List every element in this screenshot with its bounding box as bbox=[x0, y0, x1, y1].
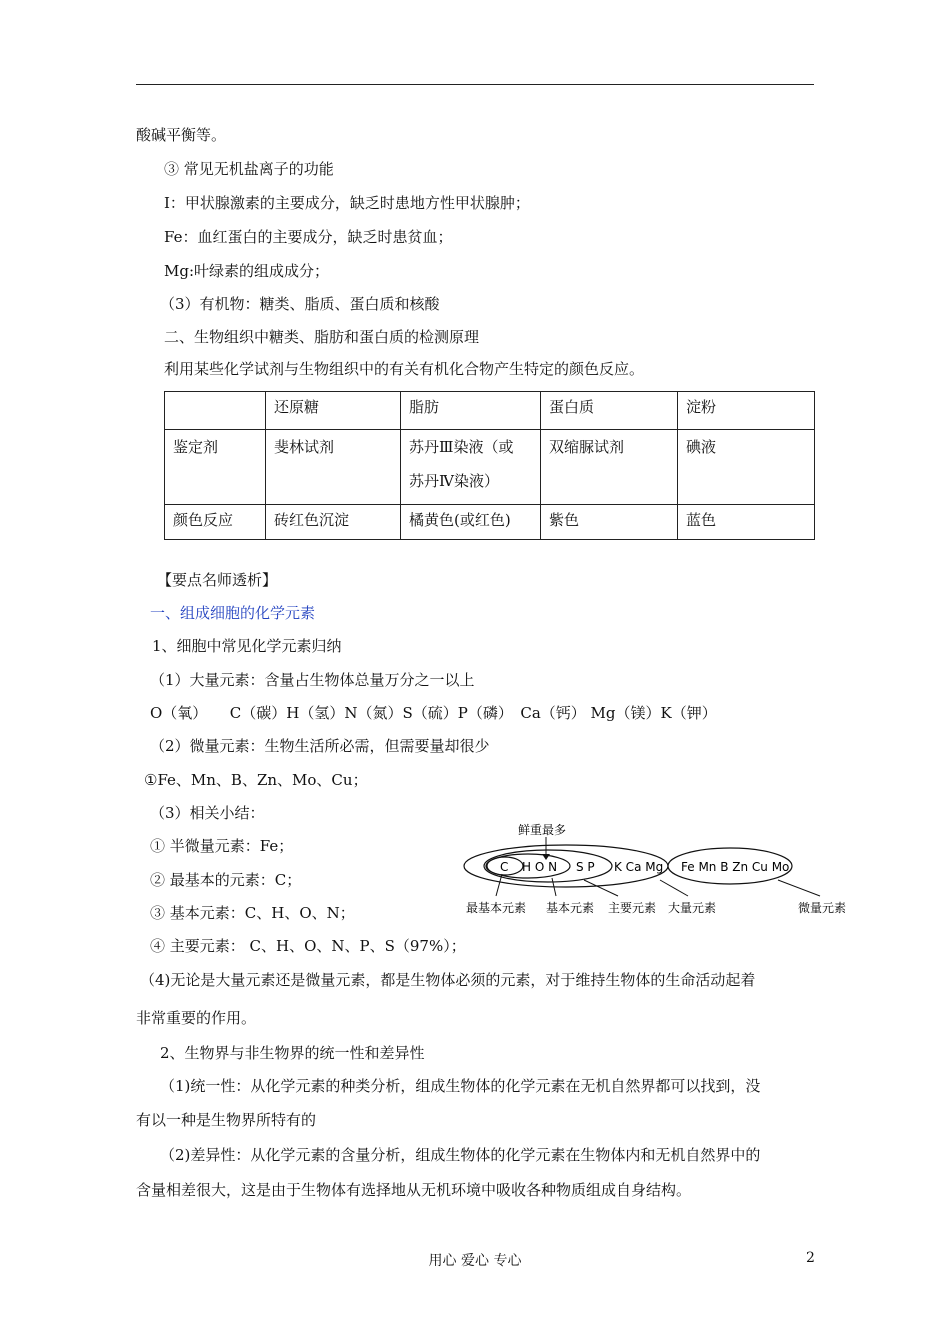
table-cell: 双缩脲试剂 bbox=[541, 430, 678, 505]
table-cell: 橘黄色(或红色) bbox=[401, 505, 541, 540]
footer-motto: 用心 爱心 专心 bbox=[428, 1253, 522, 1269]
text-line: I：甲状腺激素的主要成分，缺乏时患地方性甲状腺肿； bbox=[164, 194, 530, 212]
text-line: （2)差异性：从化学元素的含量分析，组成生物体的化学元素在生物体内和无机自然界中的 bbox=[160, 1146, 761, 1164]
detection-table bbox=[164, 391, 815, 540]
table-cell bbox=[401, 430, 541, 505]
text-line: 含量相差很大，这是由于生物体有选择地从无机环境中吸收各种物质组成自身结构。 bbox=[136, 1181, 692, 1199]
section-heading: 【要点名师透析】 bbox=[157, 571, 278, 589]
text-line: （3）有机物：糖类、脂质、蛋白质和核酸 bbox=[160, 295, 440, 313]
text-line: （1）大量元素：含量占生物体总量万分之一以上 bbox=[150, 671, 475, 689]
text-line: 非常重要的作用。 bbox=[136, 1009, 257, 1027]
diagram-leader bbox=[778, 880, 820, 896]
diagram-leader bbox=[660, 880, 688, 896]
diagram-label-trace: 微量元素 bbox=[798, 901, 847, 915]
diagram-label-basic: 基本元素 bbox=[546, 901, 595, 915]
diagram-c: C bbox=[500, 860, 509, 874]
text-line: Mg:叶绿素的组成成分； bbox=[164, 262, 330, 280]
text-line: Fe：血红蛋白的主要成分，缺乏时患贫血； bbox=[164, 228, 453, 246]
table-row bbox=[165, 392, 815, 430]
table-cell: 砖红色沉淀 bbox=[266, 505, 401, 540]
text-line: （2）微量元素：生物生活所必需，但需要量却很少 bbox=[150, 737, 490, 755]
page-number: 2 bbox=[806, 1250, 815, 1266]
element-diagram bbox=[460, 820, 860, 925]
text-line: 有以一种是生物界所特有的 bbox=[136, 1111, 317, 1129]
diagram-hon: H O N bbox=[522, 860, 558, 874]
table-row bbox=[165, 505, 815, 540]
text-line: 2、生物界与非生物界的统一性和差异性 bbox=[160, 1044, 425, 1062]
text-line: （4)无论是大量元素还是微量元素，都是生物体必须的元素，对于维持生物体的生命活动起着 bbox=[140, 971, 756, 989]
diagram-label-main: 主要元素 bbox=[608, 901, 657, 915]
diagram-label-fresh-weight: 鲜重最多 bbox=[518, 823, 567, 837]
table-cell: 蓝色 bbox=[678, 505, 815, 540]
table-row bbox=[165, 430, 815, 505]
section-heading: 一、组成细胞的化学元素 bbox=[150, 604, 316, 622]
diagram-leader bbox=[584, 880, 618, 896]
diagram-label-macro: 大量元素 bbox=[668, 901, 717, 915]
diagram-sp: S P bbox=[576, 860, 595, 874]
diagram-trace: Fe Mn B Zn Cu Mo bbox=[681, 860, 790, 874]
diagram-label-basic-most: 最基本元素 bbox=[466, 901, 527, 915]
text-line: ①Fe、Mn、B、Zn、Mo、Cu； bbox=[144, 771, 368, 789]
text-line: ② 最基本的元素：C； bbox=[150, 871, 302, 889]
cell-line: 苏丹Ⅲ染液（或 bbox=[409, 438, 514, 456]
diagram-leader bbox=[496, 874, 502, 896]
table-cell: 脂肪 bbox=[401, 392, 541, 430]
table-cell: 还原糖 bbox=[266, 392, 401, 430]
text-line: 酸碱平衡等。 bbox=[136, 126, 227, 144]
text-line: ③ 常见无机盐离子的功能 bbox=[164, 160, 334, 178]
text-line: 1、细胞中常见化学元素归纳 bbox=[152, 637, 342, 655]
table-cell: 鉴定剂 bbox=[165, 430, 266, 505]
header-rule bbox=[136, 84, 814, 85]
table-cell: 颜色反应 bbox=[165, 505, 266, 540]
table-cell: 碘液 bbox=[678, 430, 815, 505]
table-cell: 紫色 bbox=[541, 505, 678, 540]
table-cell bbox=[165, 392, 266, 430]
text-line: （3）相关小结： bbox=[150, 804, 265, 822]
diagram-kcamg: K Ca Mg bbox=[614, 860, 664, 874]
section-heading: 二、生物组织中糖类、脂肪和蛋白质的检测原理 bbox=[164, 328, 480, 346]
text-line: ③ 基本元素：C、H、O、N； bbox=[150, 904, 355, 922]
text-line: O（氧） C（碳）H（氢）N（氮）S（硫）P（磷） Ca（钙） Mg（镁）K（钾） bbox=[150, 704, 717, 722]
table-cell: 淀粉 bbox=[678, 392, 815, 430]
text-line: 利用某些化学试剂与生物组织中的有关有机化合物产生特定的颜色反应。 bbox=[164, 360, 645, 378]
text-line: （1)统一性：从化学元素的种类分析，组成生物体的化学元素在无机自然界都可以找到，没 bbox=[160, 1077, 761, 1095]
text-line: ④ 主要元素： C、H、O、N、P、S（97%）； bbox=[150, 937, 466, 955]
cell-line: 苏丹Ⅳ染液） bbox=[409, 472, 499, 490]
text-line: ① 半微量元素：Fe； bbox=[150, 837, 294, 855]
table-cell: 斐林试剂 bbox=[266, 430, 401, 505]
table-cell: 蛋白质 bbox=[541, 392, 678, 430]
